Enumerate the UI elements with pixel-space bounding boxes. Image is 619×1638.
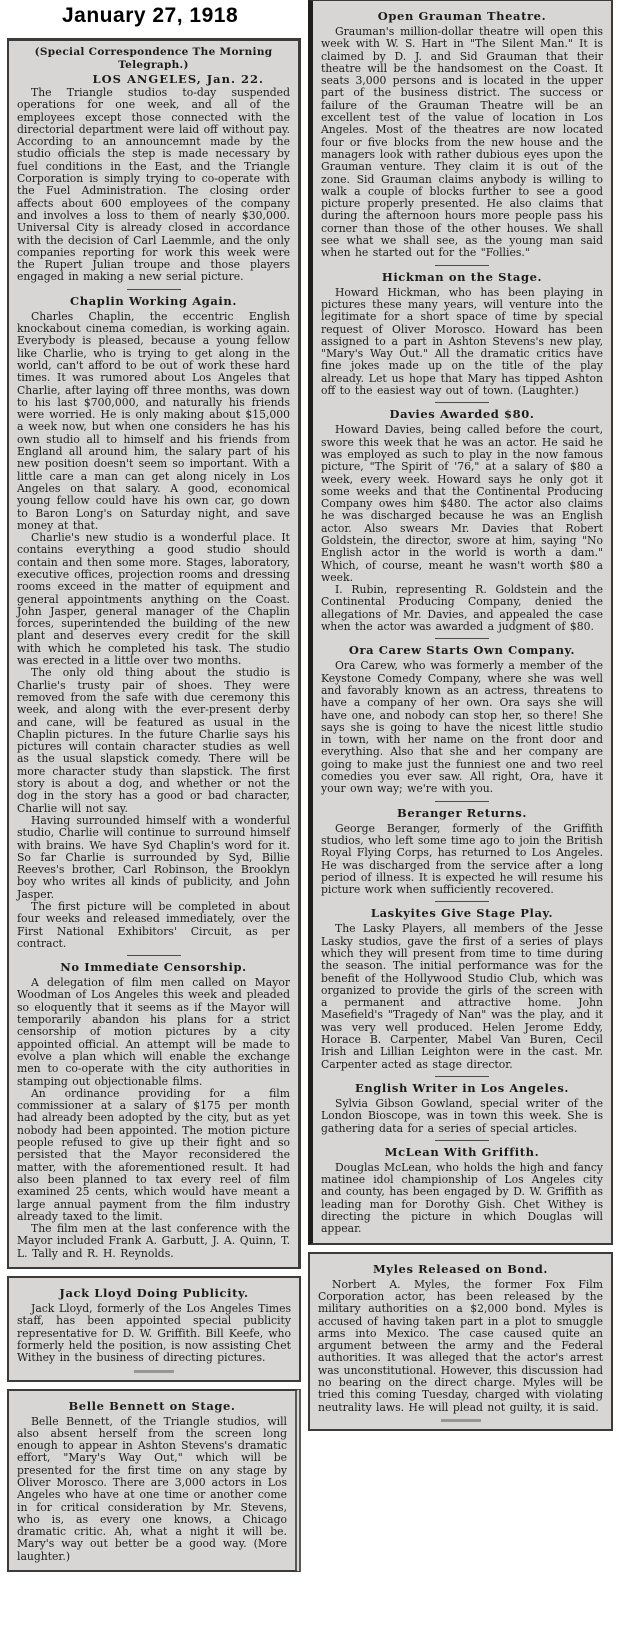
paragraph: Charles Chaplin, the eccentric English knockabout cinema comedian, is working again. Everybody is pleased, because a young fellow like Charlie, who is trying to get along in the world, can't afford to be out of work these hard times. It was rumored about Los Angeles that Charlie, after laying off three months, was down to his last $700,000, and naturally his friends were worried. He is only making about $15,000 a week now, but when one considers he has his own studio all to himself and his friends from England all around him, the salary part of his new position doesn't seem so important. With a little care a man can get along nicely in Los Angeles on that salary. A good, economical young fellow could have his own car, go down to Baron Long's on Saturday night, and save money at that. bbox=[17, 309, 290, 532]
section-heading: No Immediate Censorship. bbox=[60, 960, 247, 975]
paragraph: Grauman's million-dollar theatre will open this week with W. S. Hart in "The Silent Man." It is claimed by D. J. and Sid Grauman that their theatre will be the handsomest on the Coast. It seats 3,000 persons and is located in the upper part of the business district. The success or failure of the Grauman Theatre will be an excellent test of the value of location in Los Angeles. Most of the theatres are now located four or five blocks from the new house and the managers look with rather dubious eyes upon the Grauman venture. They claim it is out of the zone. Sid Grauman claims anybody is willing to walk a couple of blocks further to see a good picture properly presented. He also claims that during the afternoon hours more people pass his corner than those of the other houses. We shall see what we shall see, as the young man said when he started out for the "Follies." bbox=[321, 25, 603, 260]
section-heading: Open Grauman Theatre. bbox=[377, 9, 547, 23]
paragraph: An ordinance providing for a film commissioner at a salary of $175 per month had already been adopted by the city, but as yet nobody had been appointed. The motion picture people refused to give up their fight and so persisted that the Mayor reconsidered the matter, with the aforementioned result. It had also been planned to tax every reel of film examined 25 cents, which would have meant a large annual payment from the film industry already taxed to the limit. bbox=[17, 1086, 290, 1223]
clipping-end-mark bbox=[441, 1419, 481, 1422]
section-divider bbox=[435, 1140, 489, 1141]
section-heading: Belle Bennett on Stage. bbox=[68, 1398, 236, 1413]
section-divider bbox=[435, 1076, 489, 1077]
article-beranger-returns bbox=[321, 806, 603, 897]
right-main-clipping bbox=[308, 0, 613, 1245]
belle-bennett-clipping bbox=[7, 1389, 301, 1573]
paragraph: Howard Hickman, who has been playing in pictures these many years, will venture into the legitimate for a short space of time by special request of Oliver Morosco. Howard has been assigned to a part in Ashton Stevens's new play, "Mary's Way Out." All the dramatic critics have fine jokes made up on the title of the play already. Let us hope that Mary has tipped Ashton off to the easiest way out of town. (Laughter.) bbox=[321, 285, 603, 398]
article-davies-awarded-80 bbox=[321, 407, 603, 633]
paragraph: I. Rubin, representing R. Goldstein and the Continental Producing Company, denied the allegations of Mr. Davies, and appealed the case when the actor was awarded a judgment of $80. bbox=[321, 583, 603, 634]
section-divider bbox=[435, 801, 489, 802]
dateline: LOS ANGELES, Jan. 22. bbox=[92, 72, 264, 86]
section-divider bbox=[435, 265, 489, 266]
jack-lloyd-clipping bbox=[7, 1276, 301, 1381]
article-belle-bennett-on-stage bbox=[17, 1399, 287, 1564]
credit-line: (Special Correspondence The Morning Telegraph.) bbox=[34, 46, 273, 71]
paragraph: The only old thing about the studio is Charlie's trusty pair of shoes. They were removed from the safe with due ceremony this week, and along with the ever-present derby and cane, will be featured as usual in the Chaplin pictures. In the future Charlie says his pictures will contain character studies as well as the usual slapstick comedy. There will be more character study than slapstick. The first story is about a dog, and whether or not the dog in the story has a good or bad character, Charlie will not say. bbox=[17, 666, 290, 815]
left-column bbox=[7, 38, 301, 1572]
section-heading: Hickman on the Stage. bbox=[381, 269, 543, 284]
article-chaplin-working-again bbox=[17, 294, 290, 950]
section-heading: Myles Released on Bond. bbox=[372, 1261, 549, 1276]
paragraph: A delegation of film men called on Mayor Woodman of Los Angeles this week and pleaded so eloquently that it seems as if the Mayor will temporarily abandon his plans for a strict censorship of motion pictures by a city appointed official. An attempt will be made to evolve a plan which will enable the exchange men to co-operate with the city authorities in stamping out objectionable films. bbox=[17, 976, 290, 1088]
section-heading: McLean With Griffith. bbox=[384, 1144, 540, 1159]
clipping-end-mark bbox=[134, 1370, 174, 1373]
left-main-clipping bbox=[7, 38, 301, 1269]
paragraph: Having surrounded himself with a wonderful studio, Charlie will continue to surround himself with brains. We have Syd Chaplin's word for it. So far Charlie is surrounded by Syd, Billie Reeves's brother, Carl Robinson, the Brooklyn boy who writes all kinds of publicity, and John Jasper. bbox=[17, 813, 290, 901]
section-divider bbox=[435, 901, 489, 902]
section-divider bbox=[127, 289, 181, 290]
paragraph: George Beranger, formerly of the Griffith studios, who left some time ago to join the British Royal Flying Corps, has returned to Los Angeles. He was discharged from the service after a long period of illness. It is expected he will resume his picture work when sufficiently recovered. bbox=[321, 821, 603, 897]
paragraph: The Triangle studios to-day suspended operations for one week, and all of the employees except those connected with the directorial department were laid off without pay. According to an announcemnt made by the studio officials the step is made necessary by fuel conditions in the East, and the Triangle Corporation is simply trying to co-operate with the Fuel Administration. The closing order affects about 600 employees of the company and involves a loss to them of nearly $30,000. Universal City is already closed in accordance with the decision of Carl Laemmle, and the only companies reporting for work this week were the Rupert Julian troupe and those players engaged in making a new serial picture. bbox=[17, 86, 290, 284]
right-column bbox=[308, 0, 613, 1431]
section-divider bbox=[435, 402, 489, 403]
article-triangle-studios bbox=[17, 87, 290, 284]
paragraph: Douglas McLean, who holds the high and fancy matinee idol championship of Los Angeles city and county, has been engaged by D. W. Griffith as leading man for Dorothy Gish. Chet Withey is directing the picture in which Douglas will appear. bbox=[321, 1160, 603, 1236]
article-open-grauman-theatre bbox=[321, 9, 603, 260]
article-ora-carew-company bbox=[321, 643, 603, 795]
paragraph: Ora Carew, who was formerly a member of the Keystone Comedy Company, where she was well and favorably known as an actress, threatens to have a company of her own. Ora says she will have one, and nobody can stop her, so there! She says she is going to have the nicest little studio in town, with her name on the front door and everything. Also that she and her company are going to make just the funniest one and two reel comedies you ever saw. All right, Ora, have it your own way; we're with you. bbox=[321, 659, 603, 796]
section-heading: Jack Lloyd Doing Publicity. bbox=[59, 1286, 249, 1301]
section-heading: Davies Awarded $80. bbox=[389, 407, 535, 422]
paragraph: The first picture will be completed in about four weeks and released immediately, over the First National Exhibitors' Circuit, as per contract. bbox=[17, 900, 290, 950]
paragraph: The film men at the last conference with the Mayor included Frank A. Garbutt, J. A. Quinn, T. L. Tally and R. H. Reynolds. bbox=[17, 1222, 290, 1260]
article-english-writer-la bbox=[321, 1081, 603, 1135]
paragraph: Jack Lloyd, formerly of the Los Angeles Times staff, has been appointed special publicity representative for D. W. Griffith. Bill Keefe, who formerly held the position, is now assisting Chet Withey in the business of directing pictures. bbox=[17, 1302, 291, 1365]
section-divider bbox=[127, 955, 181, 956]
section-heading: English Writer in Los Angeles. bbox=[354, 1080, 570, 1095]
section-heading: Chaplin Working Again. bbox=[70, 293, 237, 308]
article-no-immediate-censorship bbox=[17, 960, 290, 1260]
paragraph: Howard Davies, being called before the court, swore this week that he was an actor. He said he was employed as such to play in the now famous picture, "The Spirit of '76," at a salary of $80 a week, every week. Howard says he only got it some weeks and that the Continental Producing Company owes him $480. The actor also claims he was discharged because he was an English actor. Also swears Mr. Davies that Robert Goldstein, the director, swore at him, saying "No English actor in the world is worth a dam." Which, of course, meant he wasn't worth $80 a week. bbox=[321, 423, 603, 584]
section-heading: Laskyites Give Stage Play. bbox=[370, 906, 554, 921]
paragraph: Belle Bennett, of the Triangle studios, will also absent herself from the screen long enough to appear in Ashton Stevens's dramatic effort, "Mary's Way Out," which will be presented for the first time on any stage by Oliver Morosco. There are 3,000 actors in Los Angeles who have at one time or another come in for critical consideration by Mr. Stevens, who is, as every one knows, a Chicago dramatic critic. Ah, what a night it will be. Mary's way out better be a good way. (More laughter.) bbox=[17, 1414, 287, 1563]
section-heading: Ora Carew Starts Own Company. bbox=[348, 643, 576, 658]
section-heading: Beranger Returns. bbox=[397, 805, 527, 820]
article-mclean-with-griffith bbox=[321, 1145, 603, 1236]
paragraph: Sylvia Gibson Gowland, special writer of the London Bioscope, was in town this week. She is gathering data for a series of special articles. bbox=[321, 1096, 603, 1135]
article-laskyites-stage-play bbox=[321, 906, 603, 1071]
paragraph: The Lasky Players, all members of the Jesse Lasky studios, gave the first of a series of plays which they will present from time to time during the season. The initial performance was for the benefit of the Hollywood Studio Club, which was organized to provide the girls of the screen with a permanent and attractive home. John Masefield's "Tragedy of Nan" was the play, and it was very well produced. Helen Jerome Eddy, Horace B. Carpenter, Mabel Van Buren, Cecil Irish and Lillian Leighton were in the cast. Mr. Carpenter acted as stage director. bbox=[321, 922, 603, 1071]
paragraph: Charlie's new studio is a wonderful place. It contains everything a good studio should contain and then some more. Stages, laboratory, executive offices, projection rooms and dressing rooms exceed in the matter of equipment and general appointments anything on the Coast. John Jasper, general manager of the Chaplin forces, superintended the building of the new plant and deserves every credit for the skill with which he completed his task. The studio was erected in a little over two months. bbox=[17, 531, 290, 668]
article-myles-released-on-bond bbox=[318, 1262, 603, 1414]
myles-bond-clipping bbox=[308, 1252, 613, 1431]
page-title: January 27, 1918 bbox=[62, 4, 239, 27]
section-divider bbox=[435, 638, 489, 639]
article-jack-lloyd-publicity bbox=[17, 1286, 291, 1364]
paragraph: Norbert A. Myles, the former Fox Film Corporation actor, has been released by the military authorities on a $2,000 bond. Myles is accused of having taken part in a plot to smuggle arms into Mexico. The case caused quite an argument between the army and the Federal authorities. It was alleged that the actor's arrest was unconstitutional. However, this discussion had no bearing on the direct charge. Myles will be tried this coming Tuesday, charged with violating neutrality laws. He will plead not guilty, it is said. bbox=[318, 1277, 603, 1414]
article-hickman-on-the-stage bbox=[321, 270, 603, 398]
